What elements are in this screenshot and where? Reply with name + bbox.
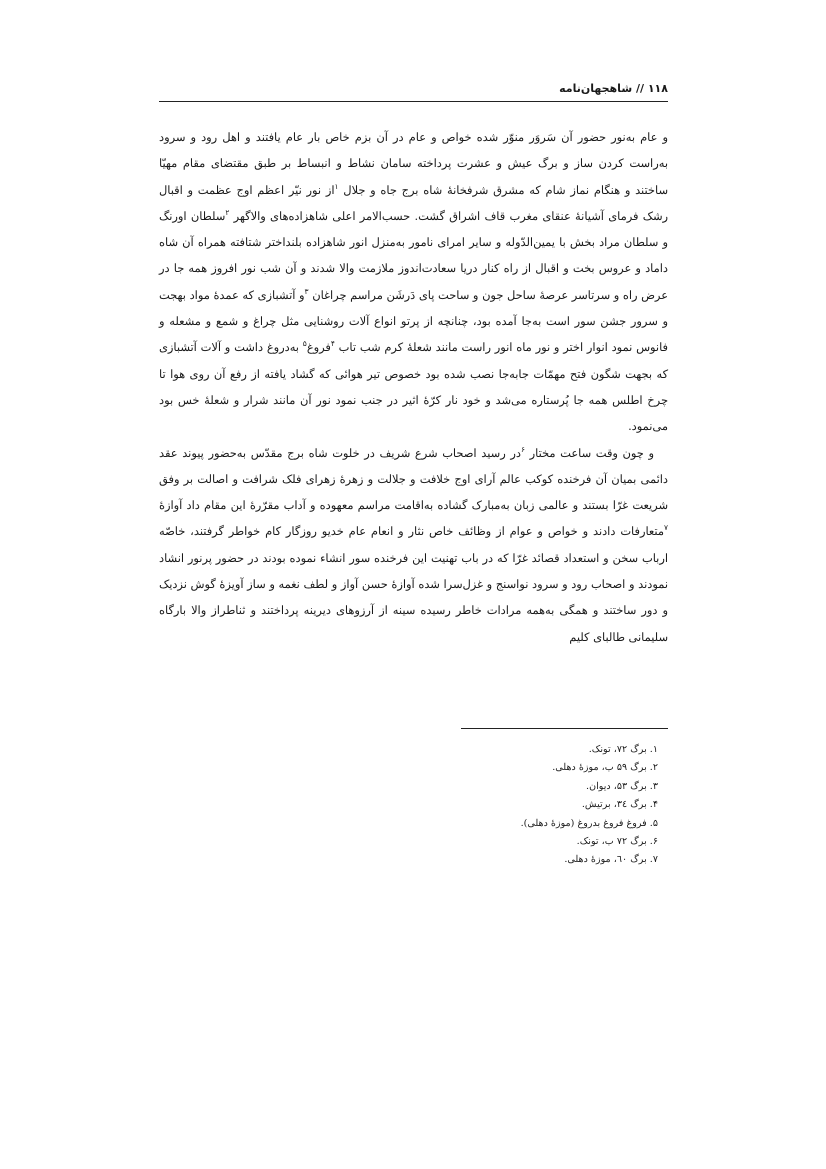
paragraph-1-part-e: فروغ [306,340,331,355]
body-text [159,124,668,650]
footnote-ref-6: ۶ [520,444,525,454]
footnote-item: ۵. فروغ فروغ بدروغ (موزهٔ دهلی). [520,817,658,829]
footnote-item: ۴. برگ ۳٤، برتیش. [581,799,658,811]
paragraph-2-part-b: در رسید اصحاب شرع شریف در خلوت شاه برج مقدّس به‌حضور پیوند عقد دائمی بمیان آن فرخنده کوکب عالم آرای اوج خلافت و جلالت و زهرهٔ زهرای فلک شرافت و اصالت بر وفق شریعت غرّا بستند و عالمی زبان به‌مبارک گشاده به‌اقامت مراسم معهوده و آداب مقرّرهٔ این مقام داد آوازهٔ [159,445,668,513]
footnote-item: ۲. برگ ۵۹ ب، موزهٔ دهلی. [552,762,658,774]
footnote-ref-5: ۵ [302,339,307,349]
paragraph-1-part-c: سلطان اورنگ و سلطان مراد بخش با یمین‌الدّوله و سایر امرای نامور به‌منزل انور شاهزاده بلنداختر شتافته همراه آن شاه داماد و عروس بخت و اقبال از راه کنار دریا سعادت‌اندوز ملازمت والا شدند و آن شب نور افروز همه جا در عرض راه و سرتاسر عرصهٔ ساحل جون و ساحت پای دَرشَن مراسم چراغان [159,208,669,302]
footnote-item: ۷. برگ ٦۰، موزهٔ دهلی. [564,854,658,866]
footnote-item: ۱. برگ ۷۲، تونک. [588,744,658,755]
footnotes [300,741,668,870]
footnote-ref-7: ۷ [663,523,668,533]
footnote-ref-4: ۴ [330,339,335,349]
footnote-rule [461,728,668,729]
footnote-ref-3: ۳ [304,286,309,296]
footnote-item: ۶. برگ ۷۲ ب، تونک. [576,836,658,848]
paragraph-1-part-b: از نور نیّر اعظم اوج عظمت و اقبال رشک فرمای آشیانهٔ عنقای مغرب قاف اشراق گشت. حسب‌الامر اعلی شاهزاده‌های والاگهر [159,182,668,223]
running-header: ۱۱۸ // شاهجهان‌نامه [559,82,668,95]
paragraph-1-part-d: و آتشبازی که عمدهٔ مواد بهجت و سرور جشن سور است به‌جا آمده بود، چنانچه از پرتو انواع آلات روشنایی مثل چراغ و شمع و مشعله و فانوس نمود انوار اختر و نور ماه انور راست مانند شعلهٔ کرم شب تاب [159,287,668,355]
header-rule [159,101,668,102]
footnote-item: ۳. برگ ۵۳، دیوان. [586,780,658,792]
paragraph-2 [159,440,668,650]
paragraph-1 [159,124,668,440]
paragraph-1-part-a: و عام به‌نور حضور آن سَروَر منوّر شده خواص و عام در آن بزم خاص بار عام یافتند و اهل رود و سرود به‌راست کردن ساز و برگ عیش و عشرت پرداخته سامان نشاط و انبساط بر طبق مقتضای مقام مهیّا ساختند و هنگام نماز شام که مشرق شرفخانهٔ شاه برج جاه و جلال [159,130,668,197]
paragraph-2-part-c: متعارفات دادند و خواص و عوام از وظائف خاص نثار و انعام عام خدیو روزگار کام خواطر گرفتند، خاصّه ارباب سخن و استعداد قصائد غرّا که در باب تهنیت این فرخنده سور انشاء نموده بودند در حضور پرنور انشاد نمودند و اصحاب رود و سرود نواسنج و غزل‌سرا شده آوازهٔ حسن آواز و لطف نغمه و ساز آویزهٔ گوش نزدیک و دور ساختند و همگی به‌همه مرادات خاطر رسیده سینه از آرزوهای دیرینه پرداختند و ثناطراز والا بارگاه سلیمانی طالبای کلیم [159,524,668,644]
footnote-ref-1: ۱ [334,181,339,191]
paragraph-1-part-f: به‌دروغ داشت و آلات آتشبازی که بجهت شگون فتح مهمّات جابه‌جا نصب شده بود خصوص تیر هوائی که گشاد یافته از رفع آن روی هوا تا چرخ اطلس همه جا پُرستاره می‌شد و خود نار کرّهٔ اثیر در جنب نمود نور آن مانند شرار و شعلهٔ خس بود می‌نمود. [159,340,668,434]
paragraph-2-part-a: و چون وقت ساعت مختار [524,445,655,460]
footnote-ref-2: ۲ [225,207,230,217]
